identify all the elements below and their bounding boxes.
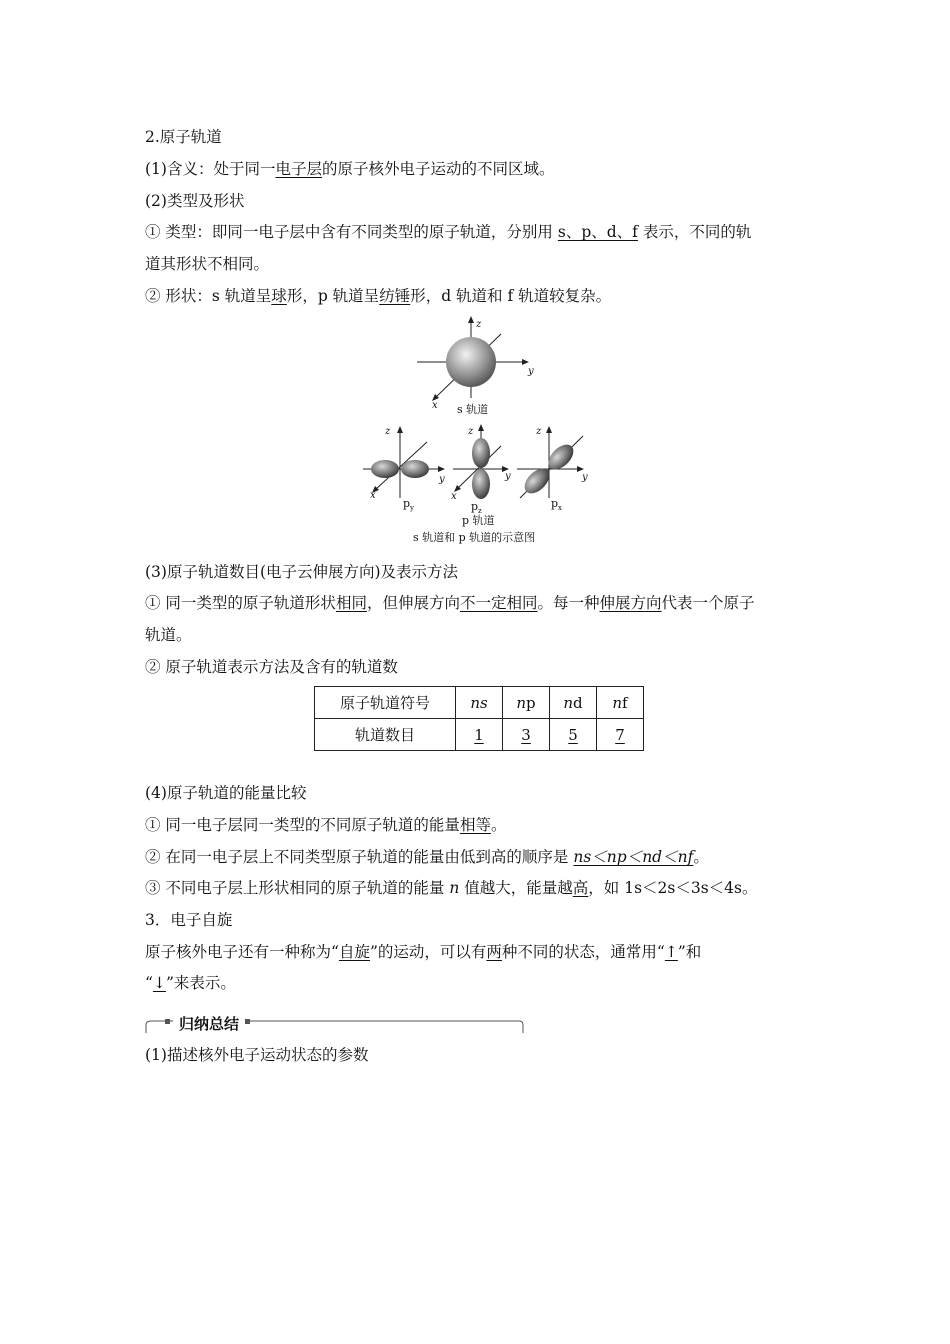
- table-row: [315, 719, 644, 751]
- table-cell: 5: [550, 719, 597, 751]
- paragraph-types-heading: (2)类型及形状: [145, 192, 245, 210]
- text: 种不同的状态，通常用“: [501, 943, 665, 961]
- axis-label-x: x: [451, 491, 457, 502]
- text: ”和: [677, 943, 702, 961]
- table-cell: 1: [456, 719, 503, 751]
- axis-label-z: z: [385, 426, 391, 437]
- text: 形，p 轨道呈: [286, 287, 380, 305]
- answer-blank: 两: [486, 943, 502, 961]
- text: (1)含义：处于同一: [145, 160, 276, 178]
- text: ① 类型：即同一电子层中含有不同类型的原子轨道，分别用: [145, 223, 558, 241]
- py-label: $p_y$: [403, 497, 415, 512]
- table-cell: 3: [503, 719, 550, 751]
- text: 。: [693, 848, 709, 866]
- text: 原子核外电子还有一种称为“: [145, 943, 339, 961]
- text: 。每一种: [537, 594, 600, 612]
- text: ② 形状：s 轨道呈: [145, 287, 272, 305]
- axis-label-y: y: [505, 471, 511, 482]
- text: ① 同一类型的原子轨道形状: [145, 594, 336, 612]
- px-label: $p_x$: [551, 497, 562, 512]
- s-orbital-caption: s 轨道: [457, 403, 489, 416]
- text: “: [145, 974, 153, 992]
- answer-blank: 不一定相同: [459, 594, 538, 612]
- axis-label-y: y: [582, 472, 588, 483]
- paragraph-types: [145, 222, 751, 242]
- section-spin: 3．电子自旋: [145, 911, 233, 929]
- answer-blank: 纺锤: [379, 287, 411, 305]
- paragraph-energy-3: [145, 878, 758, 898]
- axis-label-x: x: [370, 490, 376, 501]
- paragraph-notation: ② 原子轨道表示方法及含有的轨道数: [145, 658, 398, 676]
- paragraph-direction-cont: 轨道。: [145, 626, 192, 644]
- table-cell: 7: [597, 719, 644, 751]
- paragraph-energy-2: [145, 847, 709, 867]
- answer-blank: ↓: [152, 974, 166, 992]
- paragraph-direction: [145, 593, 755, 613]
- text: ③ 不同电子层上形状相同的原子轨道的能量: [145, 879, 450, 897]
- text: ”的运动，可以有: [369, 943, 487, 961]
- text: 形，d 轨道和 f 轨道较复杂。: [410, 287, 612, 305]
- figure-caption: s 轨道和 p 轨道的示意图: [413, 531, 536, 544]
- p-orbital-caption: p 轨道: [462, 514, 495, 527]
- table-row: [315, 687, 644, 719]
- text: 表示，不同的轨: [637, 223, 752, 241]
- section-energy: (4)原子轨道的能量比较: [145, 784, 307, 802]
- answer-blank: 高: [572, 879, 589, 897]
- text: 。: [490, 816, 507, 834]
- text: ① 同一电子层同一类型的不同原子轨道的能量: [145, 816, 460, 834]
- table-row-label: 轨道数目: [315, 719, 456, 751]
- text: ”来表示。: [165, 974, 236, 992]
- py-orbital: [363, 426, 445, 512]
- paragraph-energy-1: [145, 815, 506, 835]
- axis-label-z: z: [468, 426, 474, 437]
- orbital-table: [314, 686, 644, 751]
- paragraph-spin: [145, 942, 701, 962]
- section-orbital-count: (3)原子轨道数目(电子云伸展方向)及表示方法: [145, 563, 459, 581]
- summary-header: [145, 1015, 523, 1033]
- paragraph-summary: (1)描述核外电子运动状态的参数: [145, 1046, 369, 1064]
- summary-title: 归纳总结: [173, 1013, 245, 1034]
- answer-blank: 伸展方向: [599, 594, 662, 612]
- axis-label-z: z: [476, 319, 482, 330]
- answer-blank: 相等: [459, 816, 491, 834]
- answer-blank: s、p、d、f: [557, 223, 638, 241]
- table-cell: nf: [597, 687, 644, 719]
- paragraph-shapes: [145, 286, 611, 306]
- s-orbital: [417, 316, 534, 416]
- px-orbital: [517, 426, 588, 512]
- axis-label-y: y: [528, 366, 534, 377]
- paragraph-types-cont: 道其形状不相同。: [145, 255, 270, 273]
- answer-blank: 相同: [335, 594, 367, 612]
- table-cell: nd: [550, 687, 597, 719]
- table-cell: np: [503, 687, 550, 719]
- axis-label-z: z: [536, 426, 542, 437]
- text: 代表一个原子: [661, 594, 755, 612]
- section-title-orbitals: 2.原子轨道: [145, 128, 222, 146]
- text: ② 在同一电子层上不同类型原子轨道的能量由低到高的顺序是: [145, 848, 574, 866]
- table-header: 原子轨道符号: [315, 687, 456, 719]
- paragraph-spin-cont: [145, 973, 236, 993]
- pz-label: $p_z$: [471, 500, 482, 515]
- answer-blank: 球: [271, 287, 287, 305]
- paragraph-meaning: [145, 159, 555, 179]
- text: n: [449, 879, 460, 897]
- answer-blank: ns＜np＜nd＜nf: [573, 848, 694, 866]
- text: ，如 1s＜2s＜3s＜4s。: [588, 879, 758, 897]
- text: ，但伸展方向: [366, 594, 460, 612]
- answer-blank: ↑: [664, 943, 678, 961]
- axis-label-x: x: [432, 400, 438, 411]
- pz-orbital: [451, 424, 511, 515]
- orbital-diagram: [355, 312, 595, 548]
- text: 的原子核外电子运动的不同区域。: [321, 160, 555, 178]
- answer-blank: 自旋: [338, 943, 370, 961]
- text: 值越大，能量越: [459, 879, 573, 897]
- table-cell: ns: [456, 687, 503, 719]
- axis-label-y: y: [439, 474, 445, 485]
- answer-blank: 电子层: [275, 160, 322, 178]
